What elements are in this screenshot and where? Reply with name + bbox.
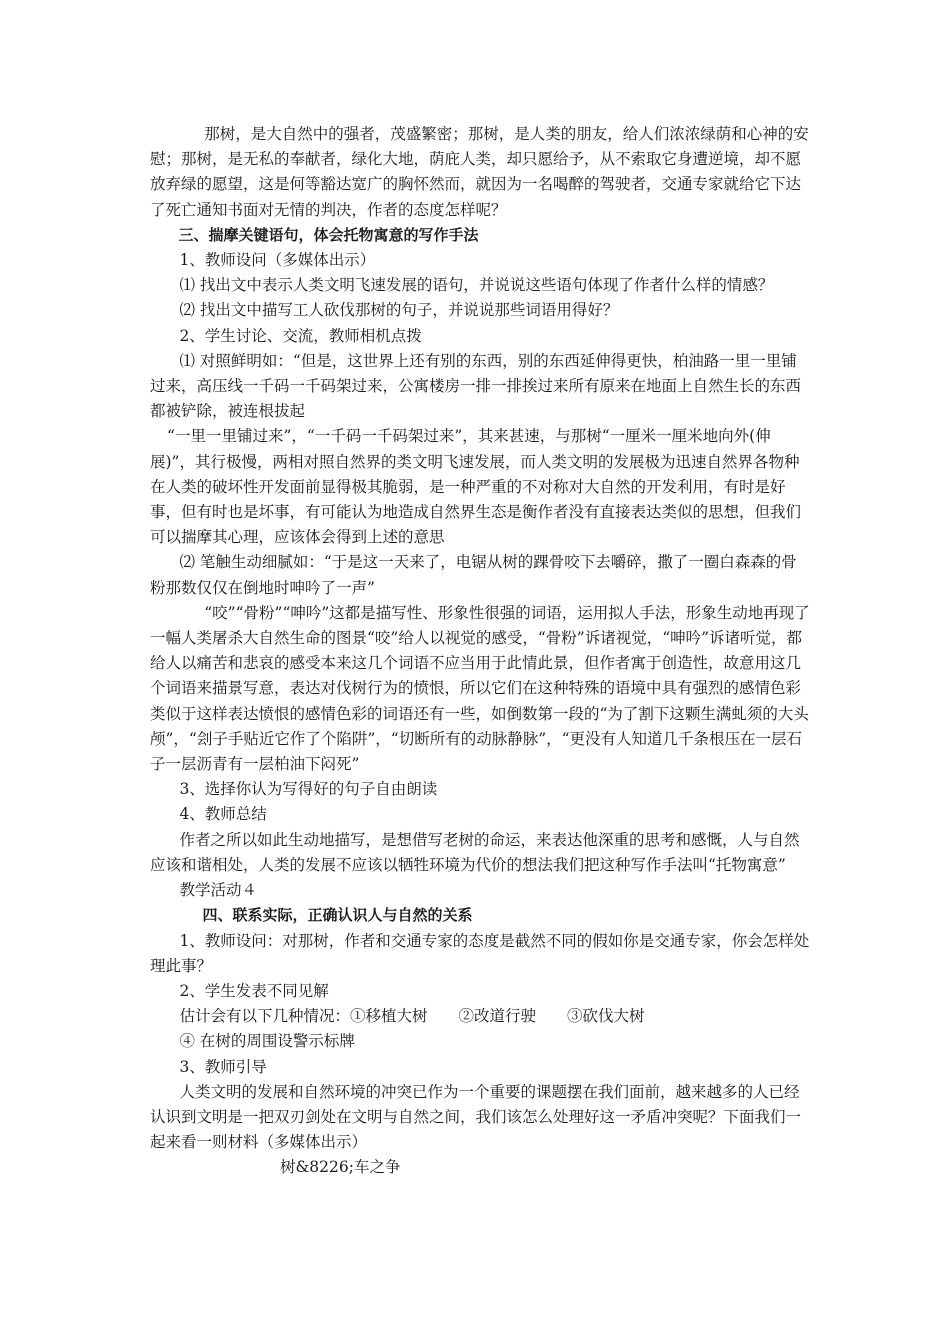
paragraph-word-analysis: “咬”“骨粉”“呻吟”这都是描写性、形象性很强的词语，运用拟人手法，形象生动地再现了一幅人类屠杀大自然生命的图景“咬”给人以视觉的感受，“骨粉”诉诸视觉，“呻吟”诉诸听觉，都给人以痛苦和悲哀的感受本来这几个词语不应当用于此情此景，但作者寓于创造性，故意用这几个词语来描景写意，表达对伐树行为的愤恨，所以它们在这种特殊的语境中具有强烈的感情色彩类似于这样表达愤恨的感情色彩的词语还有一些，如倒数第一段的“为了割下这颗生满虬须的大头颅”，“刽子手贴近它作了个陷阱”，“切断所有的动脉静脉”，“更没有人知道几千条根压在一层石子一层沥青有一层柏油下闷死” bbox=[150, 603, 810, 774]
options-line: 估计会有以下几种情况：①移植大树 ②改道行驶 ③砍伐大树 bbox=[179, 1007, 645, 1026]
point-2-vivid: ⑵ 笔触生动细腻如：“于是这一天来了，电锯从树的踝骨咬下去嚼碎，撒了一圈白森森的骨粉那数仅仅在倒地时呻吟了一声” bbox=[150, 553, 797, 597]
list-item-teacher-guide: 3、教师引导 bbox=[179, 1057, 267, 1076]
section-heading-3: 三、揣摩关键语句，体会托物寓意的写作手法 bbox=[178, 225, 479, 244]
list-item-teacher-summary: 4、教师总结 bbox=[179, 805, 267, 824]
list-item-student-discussion: 2、学生讨论、交流，教师相机点拨 bbox=[179, 326, 422, 345]
question-1: ⑴ 找出文中表示人类文明飞速发展的语句，并说说这些语句体现了作者什么样的情感？ bbox=[179, 276, 774, 295]
list-item-teacher-question-2: 1、教师设问：对那树，作者和交通专家的态度是截然不同的假如你是交通专家，你会怎样处理此事？ bbox=[150, 931, 810, 975]
list-item-read-aloud: 3、选择你认为写得好的句子自由朗读 bbox=[179, 780, 438, 799]
list-item-student-views: 2、学生发表不同见解 bbox=[179, 981, 329, 1000]
option-4: ④ 在树的周围设警示标牌 bbox=[179, 1032, 355, 1051]
document-page bbox=[150, 122, 810, 1181]
paragraph-summary: 作者之所以如此生动地描写，是想借写老树的命运，来表达他深重的思考和感慨，人与自然应该和谐相处，人类的发展不应该以牺牲环境为代价的想法我们把这种写作手法叫“托物寓意” bbox=[150, 830, 800, 874]
question-2: ⑵ 找出文中描写工人砍伐那树的句子，并说说那些词语用得好？ bbox=[179, 301, 619, 320]
list-item-teacher-question: 1、教师设问（多媒体出示） bbox=[179, 251, 376, 270]
paragraph-contrast-analysis: “一里一里铺过来”，“一千码一千码架过来”，其来甚速，与那树“一厘米一厘米地向外(伸展)”，其行极慢，两相对照自然界的类文明飞速发展，而人类文明的发展极为迅速自然界各物种在人类的破坏性开发面前显得极其脆弱，是一种严重的不对称对大自然的开发利用，有时是好事，但有时也是坏事，有可能认为地造成自然界生态是衡作者没有直接表达类似的思想，但我们可以揣摩其心理，应该体会得到上述的意思 bbox=[150, 427, 802, 547]
paragraph-intro: 那树，是大自然中的强者，茂盛繁密；那树，是人类的朋友，给人们浓浓绿荫和心神的安慰；那树，是无私的奉献者，绿化大地，荫庇人类，却只愿给予，从不索取它身遭逆境，却不愿放弃绿的愿望，这是何等豁达宽广的胸怀然而，就因为一名喝醉的驾驶者，交通专家就给它下达了死亡通知书面对无情的判决，作者的态度怎样呢？ bbox=[150, 125, 809, 219]
section-heading-4: 四、联系实际，正确认识人与自然的关系 bbox=[202, 906, 473, 925]
paragraph-guide: 人类文明的发展和自然环境的冲突已作为一个重要的课题摆在我们面前，越来越多的人已经认识到文明是一把双刃剑处在文明与自然之间，我们该怎么处理好这一矛盾冲突呢？下面我们一起来看一则材料（多媒体出示） bbox=[150, 1082, 802, 1152]
point-1-contrast: ⑴ 对照鲜明如：“但是，这世界上还有别的东西，别的东西延伸得更快，柏油路一里一里铺过来，高压线一千码一千码架过来，公寓楼房一排一排挨过来所有原来在地面上自然生长的东西都被铲除，被连根拔起 bbox=[150, 351, 802, 421]
activity-label: 教学活动４ bbox=[179, 881, 257, 900]
material-title: 树&8226;车之争 bbox=[280, 1158, 401, 1177]
